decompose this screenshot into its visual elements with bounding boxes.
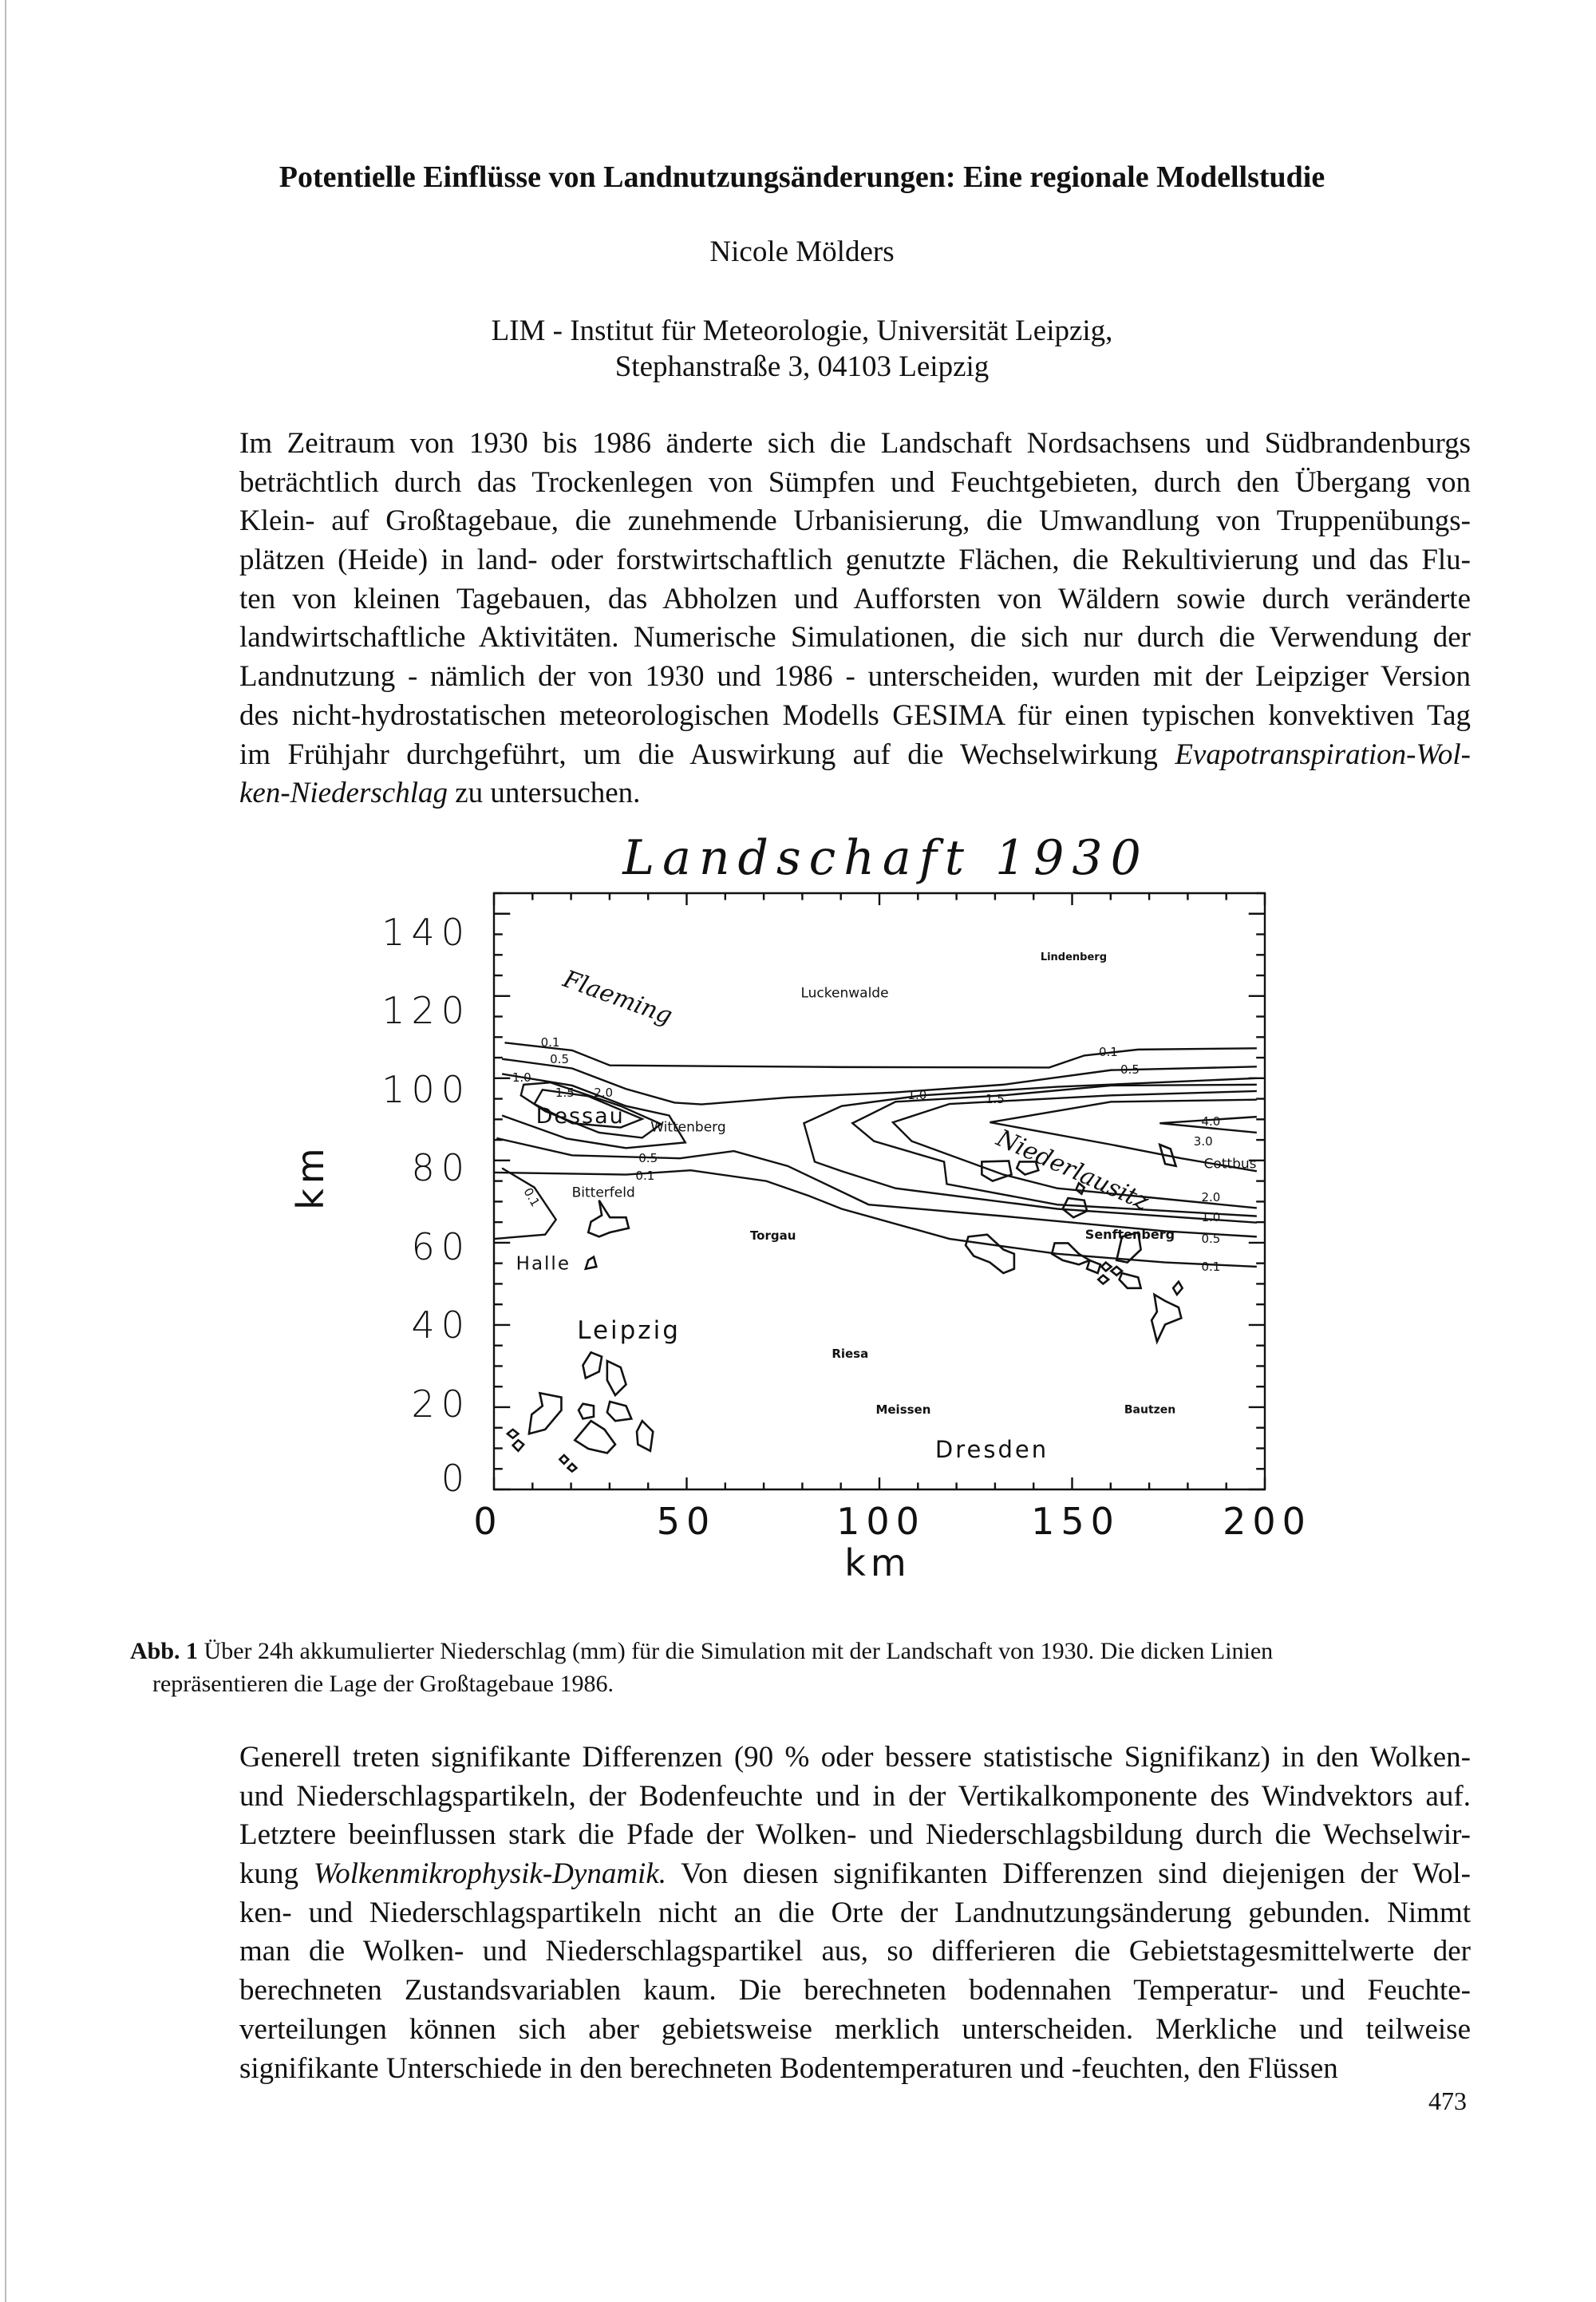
text-line (239, 1932, 1471, 1972)
contour-label: 1.0 (907, 1087, 927, 1102)
place-label: Dresden (934, 1435, 1049, 1463)
text-line (239, 619, 1471, 658)
contour-label: 3.0 (1193, 1134, 1213, 1149)
text-segment: Landnutzung - nämlich der von 1930 und 1986 - unterscheiden, wurden mit der Leipziger Version (239, 660, 1471, 694)
caption-text: repräsentieren die Lage der Großtagebaue 1986. (152, 1671, 614, 1697)
contour-label: 0.1 (635, 1168, 655, 1183)
text-line (239, 1972, 1471, 2011)
contour-label: 1.5 (555, 1085, 575, 1100)
text-segment: landwirtschaftliche Aktivitäten. Numerische Simulationen, die sich nur durch die Verwendung der (239, 621, 1471, 655)
text-segment: Letztere beeinflussen stark die Pfade der Wolken- und Niederschlagsbildung durch die Wechselwir- (239, 1818, 1471, 1852)
contour-label: 0.5 (1201, 1231, 1221, 1246)
text-segment: ten von kleinen Tagebauen, das Abholzen und Aufforsten von Wäldern sowie durch veränderte (239, 582, 1471, 615)
text-line (239, 2050, 1471, 2089)
contour-label: 0.5 (1120, 1062, 1140, 1077)
affiliation-line: LIM - Institut für Meteorologie, Universität Leipzig, (491, 314, 1113, 347)
abstract-paragraph (239, 425, 1471, 813)
place-label: Halle (516, 1253, 571, 1275)
text-line (239, 1816, 1471, 1855)
region-label: Niederlausitz (991, 1124, 1153, 1216)
text-segment: zu untersuchen. (447, 777, 641, 810)
place-label: Dessau (535, 1104, 625, 1129)
place-label: Leipzig (577, 1316, 681, 1346)
place-label: Luckenwalde (800, 985, 889, 1002)
place-label: Lindenberg (1040, 951, 1108, 963)
text-line (239, 1855, 1471, 1894)
text-segment: kung (239, 1857, 314, 1891)
place-label: Bitterfeld (571, 1185, 635, 1202)
x-tick-label: 0 (473, 1500, 504, 1543)
text-line (239, 502, 1471, 541)
caption-label: Abb. 1 (130, 1638, 199, 1664)
text-segment: signifikante Unterschiede in den berechneten Bodentemperaturen und -feuchten, den Flüssen (239, 2051, 1338, 2085)
contour-label: 0.1 (540, 1034, 560, 1050)
y-tick-label: 20 (411, 1382, 471, 1426)
caption-text: Über 24h akkumulierter Niederschlag (mm) für die Simulation mit der Landschaft von 1930. Die dicken Linien (198, 1638, 1274, 1664)
body-paragraph (239, 1738, 1471, 2088)
y-tick-label: 140 (381, 911, 471, 954)
text-segment: des nicht-hydrostatischen meteorologischen Modells GESIMA für einen typischen konvektiven Tag (239, 698, 1471, 732)
region-label: Flaeming (559, 964, 676, 1030)
y-tick-label: 40 (411, 1303, 471, 1347)
text-line (239, 580, 1471, 619)
paper-title: Potentielle Einflüsse von Landnutzungsänderungen: Eine regionale Modellstudie (279, 160, 1325, 194)
figure-title: Landschaft 1930 (622, 830, 1149, 886)
x-axis-label: km (844, 1541, 911, 1584)
y-tick-label: 120 (381, 989, 471, 1032)
y-tick-label: 0 (440, 1457, 471, 1500)
x-tick-label: 200 (1223, 1500, 1312, 1543)
text-segment: Im Zeitraum von 1930 bis 1986 änderte sich die Landschaft Nordsachsens und Südbrandenburgs (239, 427, 1471, 460)
x-tick-label: 100 (836, 1500, 926, 1543)
contour-label: 1.5 (985, 1091, 1005, 1106)
x-tick-label: 50 (656, 1500, 717, 1543)
y-tick-label: 60 (411, 1225, 471, 1268)
place-label: Cottbus (1203, 1156, 1257, 1173)
italic-text: ken-Niederschlag (239, 777, 448, 810)
text-line (239, 1778, 1471, 1817)
contour-0.1-west (494, 1169, 556, 1240)
text-segment: verteilungen können sich aber gebietsweise merklich unterscheiden. Merkliche und teilweise (239, 2012, 1471, 2046)
contour-label: 0.5 (638, 1151, 658, 1166)
contour-label: 0.1 (1098, 1045, 1118, 1060)
x-tick-label: 150 (1031, 1500, 1120, 1543)
place-label: Torgau (749, 1228, 796, 1243)
contour-label: 0.5 (550, 1052, 570, 1067)
contour-label: 2.0 (1201, 1189, 1221, 1204)
text-line (239, 1738, 1471, 1778)
text-line (239, 464, 1471, 503)
place-label: Meissen (875, 1402, 931, 1417)
text-segment: Klein- auf Großtagebaue, die zunehmende Urbanisierung, die Umwandlung von Truppenübungs- (239, 504, 1471, 538)
contour-0.1-upper (505, 1042, 1257, 1067)
precipitation-contour-map (494, 893, 1265, 1489)
text-segment: man die Wolken- und Niederschlagspartikel aus, so differieren die Gebietstagesmittelwerte der (239, 1935, 1471, 1968)
author: Nicole Mölders (709, 235, 895, 268)
text-line (239, 541, 1471, 580)
y-axis-label: km (289, 1143, 332, 1210)
text-line (239, 1894, 1471, 1933)
text-line (239, 658, 1471, 697)
y-tick-label: 80 (411, 1146, 471, 1189)
text-line (239, 774, 1471, 813)
text-segment: Von diesen signifikanten Differenzen sind diejenigen der Wol- (666, 1857, 1471, 1891)
contour-label: 4.0 (1201, 1113, 1221, 1129)
italic-text: Evapotranspiration-Wol- (1175, 738, 1471, 771)
text-segment: berechneten Zustandsvariablen kaum. Die berechneten bodennahen Temperatur- und Feuchte- (239, 1974, 1471, 2007)
contour-label: 1.0 (1201, 1209, 1221, 1224)
y-tick-label: 100 (381, 1068, 471, 1111)
text-segment: und Niederschlagspartikeln, der Bodenfeuchte und in der Vertikalkomponente des Windvektors auf. (239, 1779, 1471, 1813)
place-label: Senftenberg (1084, 1227, 1175, 1243)
place-label: Bautzen (1124, 1402, 1176, 1416)
contour-label: 1.0 (512, 1070, 531, 1085)
text-segment: Generell treten signifikante Differenzen (90 % oder bessere statistische Signifikanz) in den Wolken- (239, 1741, 1471, 1774)
text-segment: ken- und Niederschlagspartikeln nicht an die Orte der Landnutzungsänderung gebunden. Nimmt (239, 1896, 1471, 1929)
text-segment: beträchtlich durch das Trockenlegen von Sümpfen und Feuchtgebieten, durch den Übergang von (239, 465, 1471, 499)
figure-caption (130, 1635, 1471, 1700)
contour-label: 0.1 (1201, 1259, 1221, 1274)
contour-label: 2.0 (594, 1085, 614, 1100)
place-label: Wittenberg (650, 1119, 726, 1136)
page-number: 473 (1428, 2086, 1467, 2115)
text-line (239, 697, 1471, 736)
italic-text: Wolkenmikrophysik-Dynamik. (313, 1857, 666, 1891)
text-line (239, 425, 1471, 464)
affiliation-line: Stephanstraße 3, 04103 Leipzig (614, 350, 990, 383)
text-segment: im Frühjahr durchgeführt, um die Auswirkung auf die Wechselwirkung (239, 738, 1175, 771)
contour-label: 0.1 (520, 1185, 543, 1209)
text-line (239, 736, 1471, 775)
text-line (239, 2011, 1471, 2050)
place-label: Riesa (832, 1346, 869, 1361)
text-segment: plätzen (Heide) in land- oder forstwirtschaftlich genutzte Flächen, die Rekultivierung und das Flu- (239, 544, 1471, 577)
